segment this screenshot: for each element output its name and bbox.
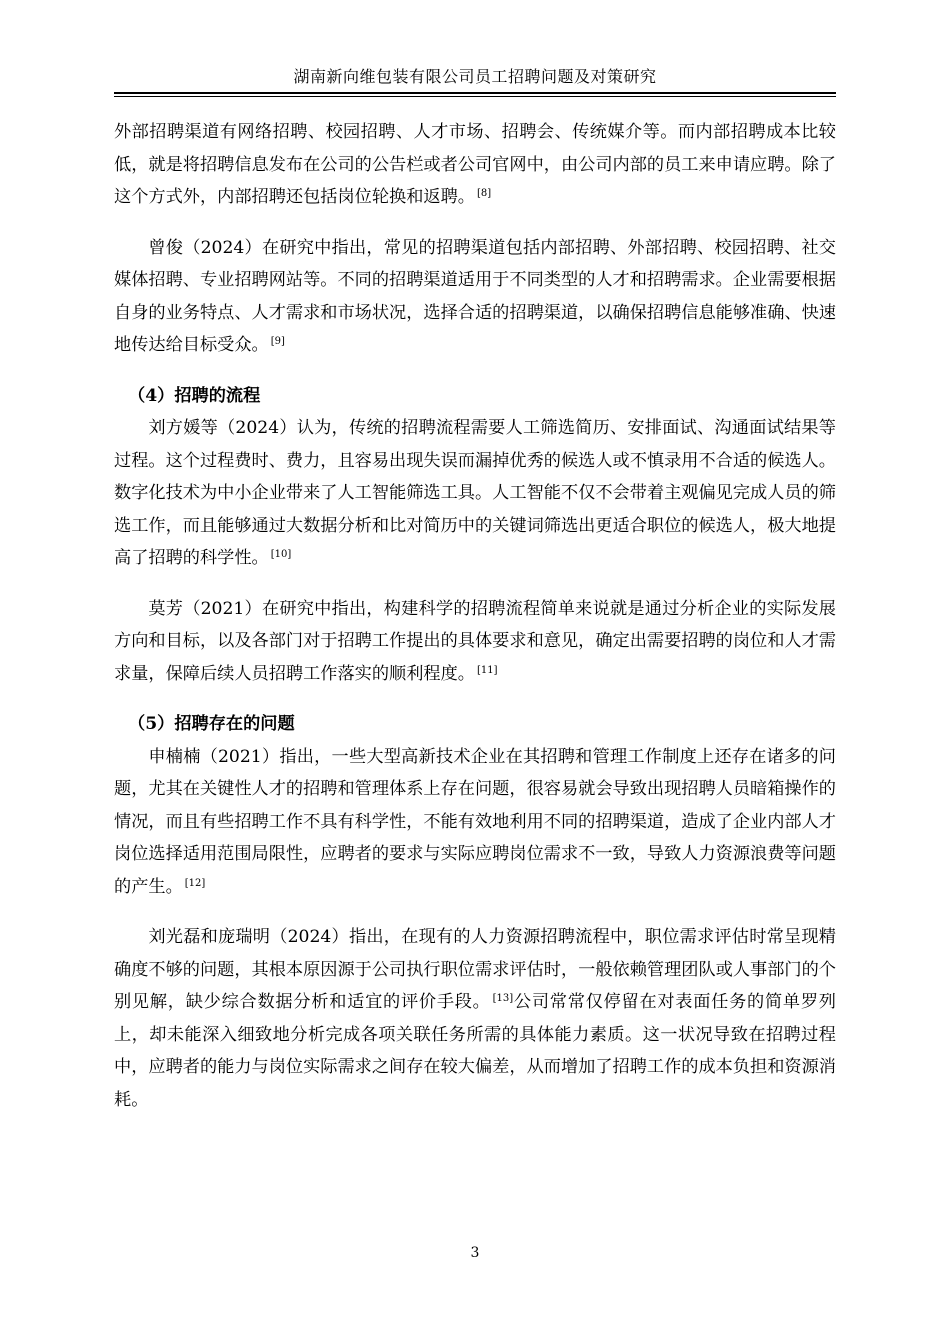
paragraph-mo-fang [114, 593, 836, 691]
paragraph-text: 外部招聘渠道有网络招聘、校园招聘、人才市场、招聘会、传统媒介等。而内部招聘成本比较低，就是将招聘信息发布在公司的公告栏或者公司官网中，由公司内部的员工来申请应聘。除了这个方式外，内部招聘还包括岗位轮换和返聘。 [114, 122, 836, 207]
paragraph-text: 申楠楠（2021）指出，一些大型高新技术企业在其招聘和管理工作制度上还存在诸多的问题，尤其在关键性人才的招聘和管理体系上存在问题，很容易就会导致出现招聘人员暗箱操作的情况，而且有些招聘工作不具有科学性，不能有效地利用不同的招聘渠道，造成了企业内部人才岗位选择适用范围局限性，应聘者的要求与实际应聘岗位需求不一致，导致人力资源浪费等问题的产生。 [114, 746, 836, 897]
citation-ref: [8] [476, 188, 492, 199]
citation-ref: [12] [184, 877, 206, 889]
citation-ref: [11] [476, 664, 498, 676]
section-heading-recruitment-problems: （5）招聘存在的问题 [128, 714, 295, 734]
paragraph-shen-nannan [114, 741, 836, 904]
citation-ref: [10] [270, 549, 292, 560]
paragraph-zeng-jun [114, 232, 836, 362]
paragraph-liu-fangyuan [114, 412, 836, 575]
paragraph-text: 曾俊（2024）在研究中指出，常见的招聘渠道包括内部招聘、外部招聘、校园招聘、社交媒体招聘、专业招聘网站等。不同的招聘渠道适用于不同类型的人才和招聘需求。企业需要根据自身的业务特点、人才需求和市场状况，选择合适的招聘渠道，以确保招聘信息能够准确、快速地传达给目标受众。 [114, 237, 836, 355]
citation-ref: [9] [270, 336, 285, 347]
document-body [114, 116, 836, 1116]
paragraph-text: 刘光磊和庞瑞明（2024）指出，在现有的人力资源招聘流程中，职位需求评估时常呈现精确度不够的问题，其根本原因源于公司执行职位需求评估时，一般依赖管理团队或人事部门的个别见解，缺少综合数据分析和适宜的评价手段。 [114, 927, 836, 1012]
paragraph-liu-guanglei [114, 921, 836, 1116]
citation-ref: [13] [492, 993, 514, 1004]
page-number: 3 [470, 1245, 480, 1261]
header-rule-thin [114, 96, 836, 97]
section-heading-recruitment-process: （4）招聘的流程 [128, 385, 261, 406]
paragraph-text-continued: 公司常常仅停留在对表面任务的简单罗列上，却未能深入细致地分析完成各项关联任务所需的具体能力素质。这一状况导致在招聘过程中，应聘者的能力与岗位实际需求之间存在较大偏差，从而增加了招聘工作的成本负担和资源消耗。 [114, 992, 836, 1110]
paragraph-text: 莫芳（2021）在研究中指出，构建科学的招聘流程简单来说就是通过分析企业的实际发展方向和目标，以及各部门对于招聘工作提出的具体要求和意见，确定出需要招聘的岗位和人才需求量，保障后续人员招聘工作落实的顺利程度。 [114, 598, 836, 684]
paragraph-external-recruitment [114, 116, 836, 214]
running-header: 湖南新向维包装有限公司员工招聘问题及对策研究 [293, 67, 657, 86]
paragraph-text: 刘方媛等（2024）认为，传统的招聘流程需要人工筛选简历、安排面试、沟通面试结果等过程。这个过程费时、费力，且容易出现失误而漏掉优秀的候选人或不慎录用不合适的候选人。数字化技术为中小企业带来了人工智能筛选工具。人工智能不仅不会带着主观偏见完成人员的筛选工作，而且能够通过大数据分析和比对简历中的关键词筛选出更适合职位的候选人，极大地提高了招聘的科学性。 [114, 418, 836, 568]
header-rule [114, 92, 836, 94]
